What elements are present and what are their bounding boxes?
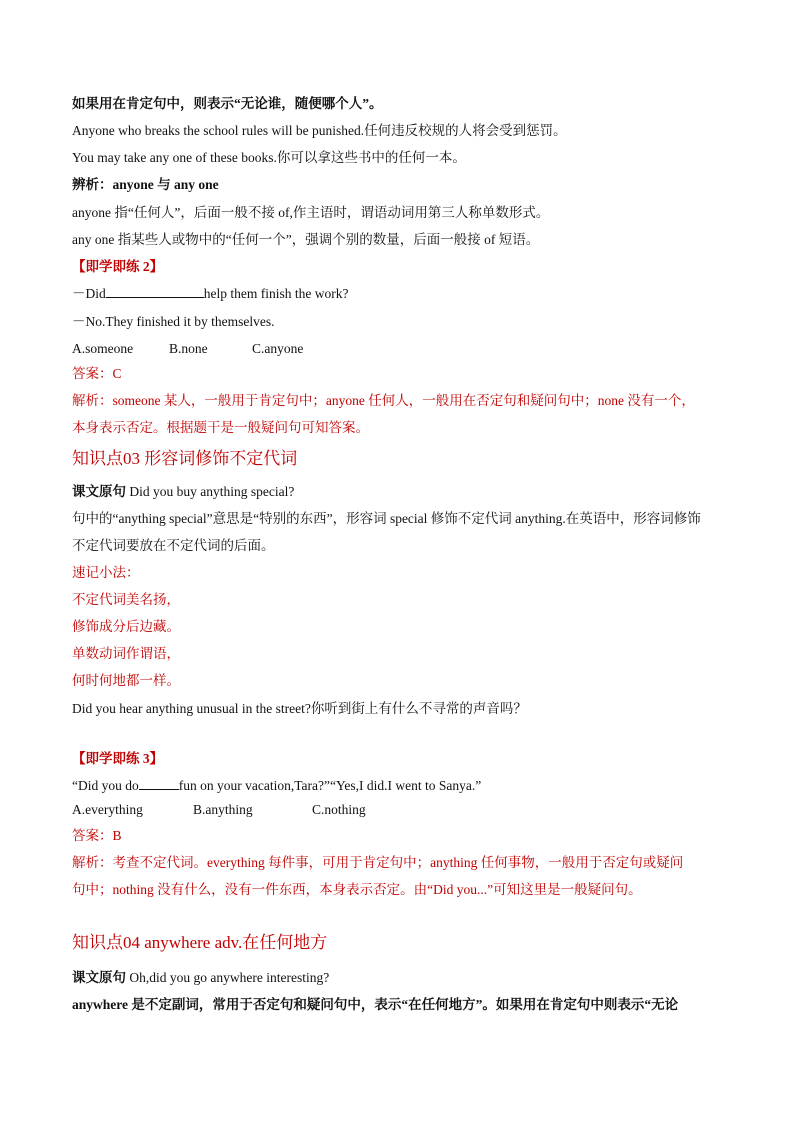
question-text-before: －Did — [72, 286, 106, 301]
practice-2-title: 【即学即练 2】 — [72, 259, 164, 274]
practice-2-answer: 答案：C — [72, 366, 122, 381]
practice-3-title: 【即学即练 3】 — [72, 751, 164, 766]
knowledge-point-04-heading: 知识点04 anywhere adv.在任何地方 — [72, 933, 328, 952]
practice-3-options — [72, 801, 472, 819]
practice-3-explanation-1: 解析：考查不定代词。everything 每件事，可用于肯定句中；anything 任何事物，一般用于否定句或疑问 — [72, 855, 684, 870]
kp03-explanation-1: 句中的“anything special”意思是“特别的东西”，形容词 special 修饰不定代词 anything.在英语中，形容词修饰 — [72, 511, 701, 526]
analysis-line-1: anyone 指“任何人”，后面一般不接 of,作主语时，谓语动词用第三人称单数形式。 — [72, 205, 550, 220]
option-a: A.someone — [72, 341, 134, 356]
kp04-explanation: anywhere 是不定副词，常用于否定句和疑问句中，表示“在任何地方”。如果用在肯定句中则表示“无论 — [72, 997, 679, 1012]
mnemonic-line-4: 何时何地都一样。 — [72, 673, 180, 688]
mnemonic-title: 速记小法： — [72, 565, 140, 580]
usage-note: 如果用在肯定句中，则表示“无论谁，随便哪个人”。 — [72, 96, 383, 111]
practice-2-reply: －No.They finished it by themselves. — [72, 314, 275, 329]
mnemonic-line-1: 不定代词美名扬， — [72, 592, 180, 607]
source-label: 课文原句 — [72, 970, 126, 985]
answer-blank — [139, 777, 179, 790]
practice-2-options — [72, 340, 472, 358]
example-sentence-1: Anyone who breaks the school rules will be punished.任何违反校规的人将会受到惩罚。 — [72, 123, 567, 138]
source-label: 课文原句 — [72, 484, 126, 499]
mnemonic-line-3: 单数动词作谓语， — [72, 646, 180, 661]
option-b: B.anything — [193, 802, 253, 817]
example-sentence-2: You may take any one of these books.你可以拿这些书中的任何一本。 — [72, 150, 466, 165]
option-c: C.nothing — [312, 802, 366, 817]
practice-2-explanation-1: 解析：someone 某人，一般用于肯定句中；anyone 任何人，一般用在否定句和疑问句中；none 没有一个， — [72, 393, 695, 408]
question-text-after: fun on your vacation,Tara?”“Yes,I did.I went to Sanya.” — [178, 778, 482, 793]
source-sentence-04 — [72, 969, 329, 987]
practice-2-explanation-2: 本身表示否定。根据题干是一般疑问句可知答案。 — [72, 420, 369, 435]
kp03-explanation-2: 不定代词要放在不定代词的后面。 — [72, 538, 275, 553]
source-text: Oh,did you go anywhere interesting? — [126, 970, 330, 985]
analysis-title: 辨析：anyone 与 any one — [72, 177, 219, 192]
option-c: C.anyone — [252, 341, 304, 356]
source-sentence-03 — [72, 483, 294, 501]
kp03-example: Did you hear anything unusual in the street?你听到街上有什么不寻常的声音吗？ — [72, 701, 527, 716]
analysis-line-2: any one 指某些人或物中的“任何一个”，强调个别的数量，后面一般接 of 短语。 — [72, 232, 540, 247]
knowledge-point-03-heading: 知识点03 形容词修饰不定代词 — [72, 449, 298, 468]
mnemonic-line-2: 修饰成分后边藏。 — [72, 619, 180, 634]
answer-blank — [106, 285, 204, 298]
question-text-before: “Did you do — [72, 778, 139, 793]
question-text-after: help them finish the work? — [203, 286, 349, 301]
practice-3-explanation-2: 句中；nothing 没有什么，没有一件东西，本身表示否定。由“Did you...”可知这里是一般疑问句。 — [72, 882, 642, 897]
practice-3-answer: 答案：B — [72, 828, 122, 843]
option-a: A.everything — [72, 802, 143, 817]
practice-3-question — [72, 777, 481, 795]
source-text: Did you buy anything special? — [126, 484, 295, 499]
practice-2-question — [72, 285, 348, 303]
option-b: B.none — [169, 341, 208, 356]
